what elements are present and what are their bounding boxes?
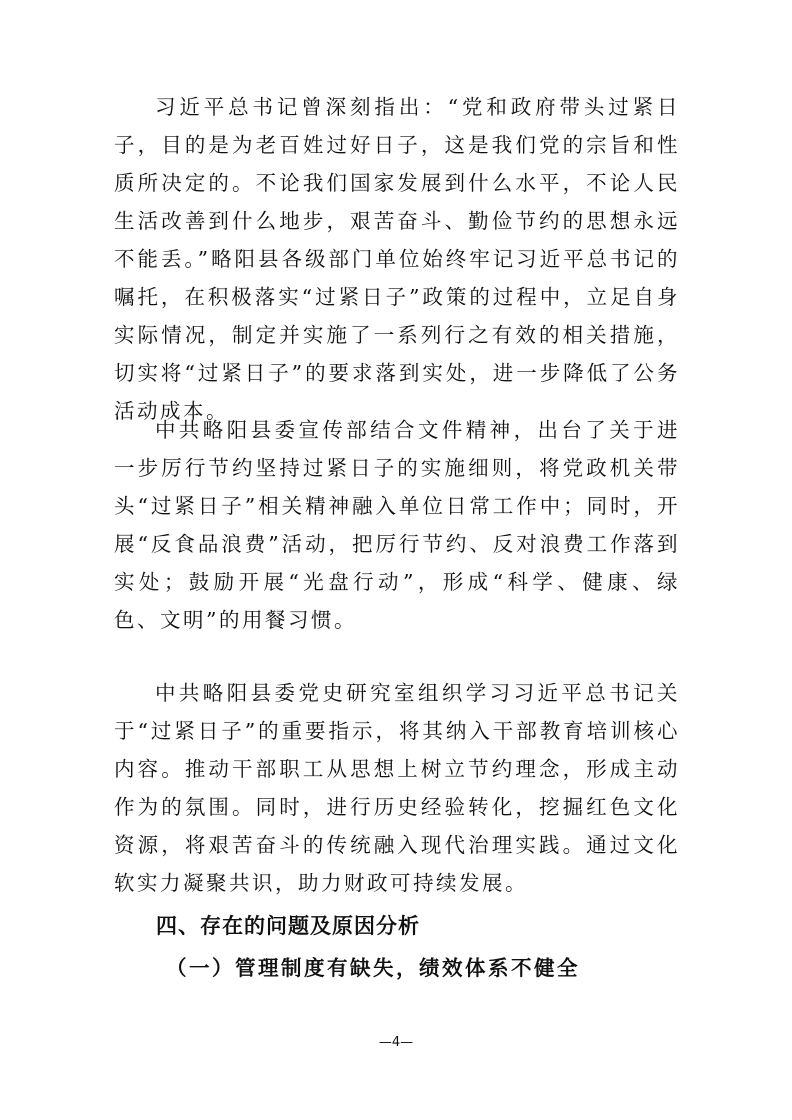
paragraph-propaganda-department: 中共略阳县委宣传部结合文件精神，出台了关于进一步厉行节约坚持过紧日子的实施细则，将党政机关带头“过紧日子”相关精神融入单位日常工作中；同时，开展“反食品浪费”活动，把厉行节约、反对浪费工作落到实处；鼓励开展“光盘行动”，形成“科学、健康、绿色、文明”的用餐习惯。	[114, 418, 680, 632]
paragraph-frugality-directive: 习近平总书记曾深刻指出：“党和政府带头过紧日子，目的是为老百姓过好日子，这是我们党的宗旨和性质所决定的。不论我们国家发展到什么水平，不论人民生活改善到什么地步，艰苦奋斗、勤俭节约的思想永远不能丢。”略阳县各级部门单位始终牢记习近平总书记的嘱托，在积极落实“过紧日子”政策的过程中，立足自身实际情况，制定并实施了一系列行之有效的相关措施，切实将“过紧日子”的要求落到实处，进一步降低了公务活动成本。	[114, 95, 680, 423]
section-heading: 四、存在的问题及原因分析	[156, 914, 420, 938]
page-number: —4—	[378, 1035, 414, 1050]
paragraph-party-history-office: 中共略阳县委党史研究室组织学习习近平总书记关于“过紧日子”的重要指示，将其纳入干部教育培训核心内容。推动干部职工从思想上树立节约理念，形成主动作为的氛围。同时，进行历史经验转化，挖掘红色文化资源，将艰苦奋斗的传统融入现代治理实践。通过文化软实力凝聚共识，助力财政可持续发展。	[114, 681, 680, 895]
subsection-heading: （一）管理制度有缺失，绩效体系不健全	[166, 956, 580, 980]
